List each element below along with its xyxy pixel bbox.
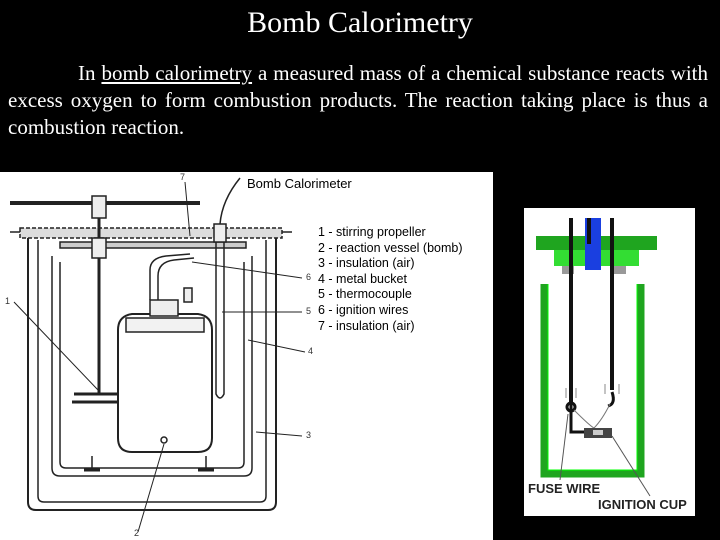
legend-item: 7 - insulation (air) bbox=[318, 318, 415, 333]
ignition-cup-label: IGNITION CUP bbox=[598, 497, 687, 512]
legend-item: 1 - stirring propeller bbox=[318, 225, 426, 239]
legend-item: 5 - thermocouple bbox=[318, 287, 412, 302]
legend-item: 2 - reaction vessel (bomb) bbox=[318, 240, 463, 255]
diagram-title: Bomb Calorimeter bbox=[247, 176, 352, 191]
intro-paragraph bbox=[8, 60, 708, 141]
callout-3: 3 bbox=[306, 430, 312, 440]
callout-1: 1 bbox=[5, 296, 11, 306]
legend-item: 3 - insulation (air) bbox=[318, 256, 415, 271]
para-text-end: a measured mass of a chemical substance reacts with excess oxygen to form combustion products. The reaction taking place is thus a combustion reaction. bbox=[8, 61, 708, 139]
callout-6: 6 bbox=[306, 272, 312, 282]
callout-7: 7 bbox=[180, 172, 186, 182]
callout-5: 5 bbox=[306, 306, 312, 316]
ignition-diagram-panel bbox=[524, 208, 695, 516]
legend bbox=[318, 225, 463, 334]
legend-item: 4 - metal bucket bbox=[318, 271, 407, 286]
slide-title: Bomb Calorimetry bbox=[247, 6, 473, 39]
legend-item: 6 - ignition wires bbox=[318, 302, 409, 317]
bomb-calorimetry-link[interactable]: bomb calorimetry bbox=[101, 61, 253, 85]
callout-4: 4 bbox=[308, 346, 314, 356]
callout-2: 2 bbox=[134, 528, 140, 538]
ignition-drawing bbox=[524, 208, 695, 516]
fuse-wire-label: FUSE WIRE bbox=[528, 481, 601, 496]
para-text-start: In bbox=[78, 61, 102, 85]
calorimeter-diagram-panel bbox=[0, 172, 493, 540]
